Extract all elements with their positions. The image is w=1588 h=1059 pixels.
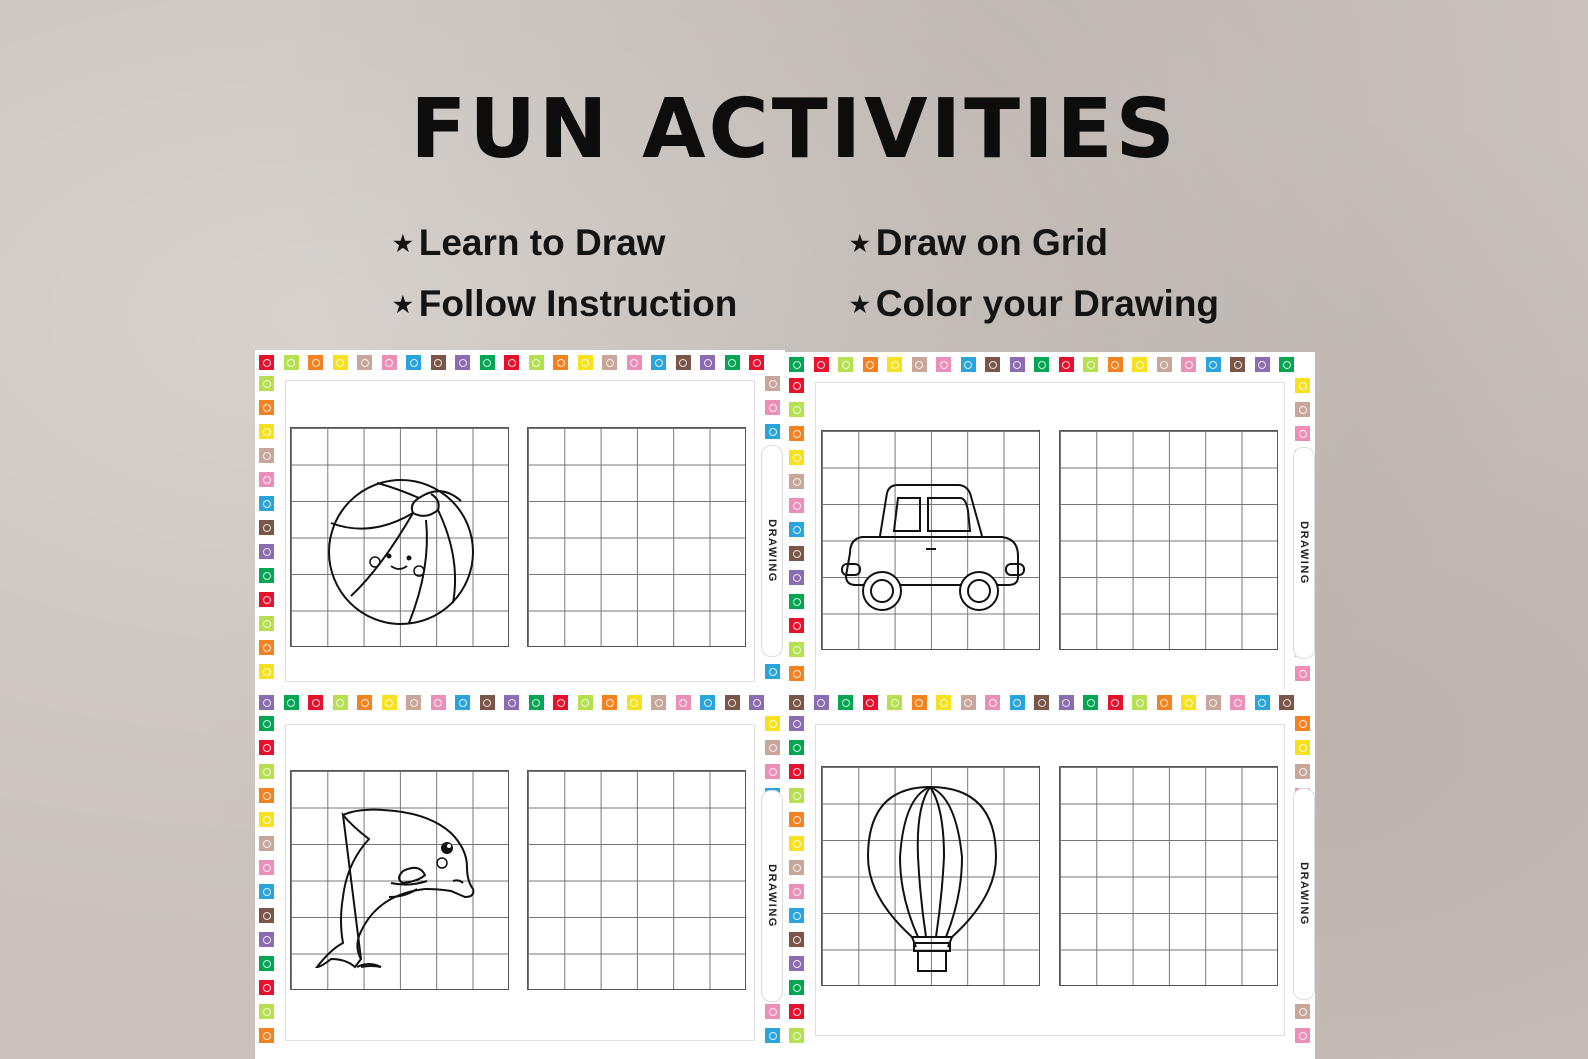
border-square — [1206, 695, 1221, 710]
border-square — [789, 426, 804, 441]
border-square — [985, 357, 1000, 372]
border-square — [357, 355, 372, 370]
border-square — [504, 355, 519, 370]
border-square — [1181, 695, 1196, 710]
border-square — [749, 695, 764, 710]
border-square — [912, 695, 927, 710]
border-square — [1157, 695, 1172, 710]
border-square — [1083, 695, 1098, 710]
border-square — [259, 424, 274, 439]
drawing-tab — [1293, 788, 1315, 1000]
border-square — [1295, 378, 1310, 393]
border-square — [259, 568, 274, 583]
border-square — [1157, 357, 1172, 372]
border-square — [1295, 1028, 1310, 1043]
border-square — [553, 695, 568, 710]
border-square — [259, 544, 274, 559]
worksheet-dolphin — [255, 690, 785, 1059]
border-square — [259, 980, 274, 995]
border-square — [406, 355, 421, 370]
border-square — [789, 1028, 804, 1043]
border-square — [259, 908, 274, 923]
border-square — [259, 520, 274, 535]
tab-label: DRAWING — [766, 864, 778, 928]
drawing-grid[interactable] — [1059, 430, 1278, 650]
border-square — [333, 355, 348, 370]
border-square — [1255, 695, 1270, 710]
border-square — [789, 450, 804, 465]
border-square — [789, 716, 804, 731]
border-square — [961, 695, 976, 710]
border-square — [259, 884, 274, 899]
border-square — [725, 695, 740, 710]
border-square — [308, 695, 323, 710]
border-square — [259, 496, 274, 511]
border-square — [838, 357, 853, 372]
border-square — [1181, 357, 1196, 372]
border-square — [1059, 357, 1074, 372]
border-square — [814, 695, 829, 710]
border-square — [838, 695, 853, 710]
reference-grid — [821, 430, 1040, 650]
border-square — [651, 695, 666, 710]
border-square — [789, 836, 804, 851]
star-icon: ★ — [393, 292, 413, 317]
border-square — [259, 616, 274, 631]
border-square — [789, 860, 804, 875]
feature-label: Learn to Draw — [418, 222, 666, 263]
border-square — [789, 642, 804, 657]
border-square — [789, 1004, 804, 1019]
border-square — [789, 666, 804, 681]
border-square — [259, 764, 274, 779]
border-square — [431, 695, 446, 710]
border-square — [259, 592, 274, 607]
border-square — [259, 836, 274, 851]
border-square — [789, 498, 804, 513]
border-square — [259, 355, 274, 370]
border-square — [765, 400, 780, 415]
border-square — [1295, 764, 1310, 779]
border-square — [1108, 357, 1123, 372]
border-square — [912, 357, 927, 372]
border-square — [627, 695, 642, 710]
border-square — [789, 740, 804, 755]
border-square — [1295, 716, 1310, 731]
border-square — [1034, 695, 1049, 710]
border-square — [676, 695, 691, 710]
border-square — [700, 355, 715, 370]
border-square — [765, 764, 780, 779]
border-square — [1295, 740, 1310, 755]
border-square — [1034, 357, 1049, 372]
border-square — [985, 695, 1000, 710]
border-square — [789, 570, 804, 585]
border-square — [259, 716, 274, 731]
worksheet-ball — [255, 350, 785, 695]
drawing-tab — [1293, 447, 1315, 659]
border-square — [259, 860, 274, 875]
border-square — [765, 664, 780, 679]
border-square — [259, 640, 274, 655]
border-square — [480, 695, 495, 710]
border-square — [284, 695, 299, 710]
tab-label: DRAWING — [1298, 521, 1310, 585]
border-square — [455, 695, 470, 710]
border-square — [651, 355, 666, 370]
border-square — [1295, 666, 1310, 681]
border-square — [814, 357, 829, 372]
border-square — [789, 788, 804, 803]
border-square — [887, 357, 902, 372]
border-square — [406, 695, 421, 710]
border-square — [749, 355, 764, 370]
border-square — [1255, 357, 1270, 372]
border-square — [863, 357, 878, 372]
border-square — [333, 695, 348, 710]
border-square — [455, 355, 470, 370]
drawing-grid[interactable] — [527, 770, 746, 990]
border-square — [1132, 357, 1147, 372]
border-square — [602, 355, 617, 370]
border-square — [578, 695, 593, 710]
car-icon — [822, 431, 1041, 651]
border-square — [765, 424, 780, 439]
reference-grid — [290, 770, 509, 990]
border-square — [700, 695, 715, 710]
feature-follow-instruction — [393, 283, 737, 325]
feature-color-your-drawing — [850, 283, 1219, 325]
border-square — [1206, 357, 1221, 372]
border-square — [789, 812, 804, 827]
border-square — [789, 474, 804, 489]
border-square — [863, 695, 878, 710]
border-square — [259, 664, 274, 679]
border-square — [789, 522, 804, 537]
border-square — [789, 884, 804, 899]
border-square — [789, 956, 804, 971]
feature-draw-on-grid — [850, 222, 1108, 264]
border-square — [789, 546, 804, 561]
border-square — [789, 378, 804, 393]
border-square — [789, 594, 804, 609]
border-square — [765, 740, 780, 755]
border-square — [1295, 426, 1310, 441]
border-square — [1279, 695, 1294, 710]
border-square — [1059, 695, 1074, 710]
dolphin-icon — [291, 771, 510, 991]
border-square — [1083, 357, 1098, 372]
border-square — [259, 932, 274, 947]
feature-label: Follow Instruction — [418, 283, 738, 324]
border-square — [259, 812, 274, 827]
border-square — [961, 357, 976, 372]
border-square — [789, 357, 804, 372]
border-square — [789, 908, 804, 923]
feature-label: Draw on Grid — [875, 222, 1109, 263]
border-square — [1295, 1004, 1310, 1019]
reference-grid — [290, 427, 509, 647]
feature-learn-to-draw — [393, 222, 665, 264]
border-square — [602, 695, 617, 710]
tab-label: DRAWING — [766, 519, 778, 583]
border-square — [789, 764, 804, 779]
feature-label: Color your Drawing — [875, 283, 1220, 324]
reference-grid — [821, 766, 1040, 986]
border-square — [357, 695, 372, 710]
border-square — [936, 357, 951, 372]
border-square — [480, 355, 495, 370]
border-square — [284, 355, 299, 370]
border-square — [259, 1028, 274, 1043]
border-square — [382, 695, 397, 710]
border-square — [765, 1028, 780, 1043]
border-square — [259, 472, 274, 487]
border-square — [1132, 695, 1147, 710]
border-square — [259, 400, 274, 415]
border-square — [529, 695, 544, 710]
border-square — [725, 355, 740, 370]
border-square — [789, 618, 804, 633]
drawing-tab — [761, 790, 783, 1002]
border-square — [789, 695, 804, 710]
border-square — [1279, 357, 1294, 372]
star-icon: ★ — [850, 292, 870, 317]
drawing-tab — [761, 445, 783, 657]
border-square — [887, 695, 902, 710]
star-icon: ★ — [850, 231, 870, 256]
border-square — [765, 716, 780, 731]
border-square — [382, 355, 397, 370]
worksheet-balloon — [785, 690, 1315, 1059]
border-square — [504, 695, 519, 710]
drawing-grid[interactable] — [527, 427, 746, 647]
border-square — [259, 956, 274, 971]
border-square — [259, 376, 274, 391]
worksheet-car — [785, 352, 1315, 697]
border-square — [1230, 695, 1245, 710]
border-square — [1295, 402, 1310, 417]
border-square — [259, 788, 274, 803]
border-square — [936, 695, 951, 710]
border-square — [765, 376, 780, 391]
border-square — [259, 448, 274, 463]
border-square — [1010, 357, 1025, 372]
border-square — [259, 1004, 274, 1019]
border-square — [1010, 695, 1025, 710]
border-square — [789, 932, 804, 947]
border-square — [431, 355, 446, 370]
border-square — [1230, 357, 1245, 372]
border-square — [789, 402, 804, 417]
page-title: FUN ACTIVITIES — [410, 82, 1178, 177]
tab-label: DRAWING — [1298, 862, 1310, 926]
star-icon: ★ — [393, 231, 413, 256]
border-square — [553, 355, 568, 370]
hot-air-balloon-icon — [822, 767, 1041, 987]
border-square — [308, 355, 323, 370]
border-square — [1108, 695, 1123, 710]
border-square — [765, 1004, 780, 1019]
border-square — [259, 740, 274, 755]
border-square — [627, 355, 642, 370]
border-square — [676, 355, 691, 370]
ball-icon — [291, 428, 510, 648]
drawing-grid[interactable] — [1059, 766, 1278, 986]
border-square — [578, 355, 593, 370]
border-square — [789, 980, 804, 995]
border-square — [259, 695, 274, 710]
border-square — [529, 355, 544, 370]
